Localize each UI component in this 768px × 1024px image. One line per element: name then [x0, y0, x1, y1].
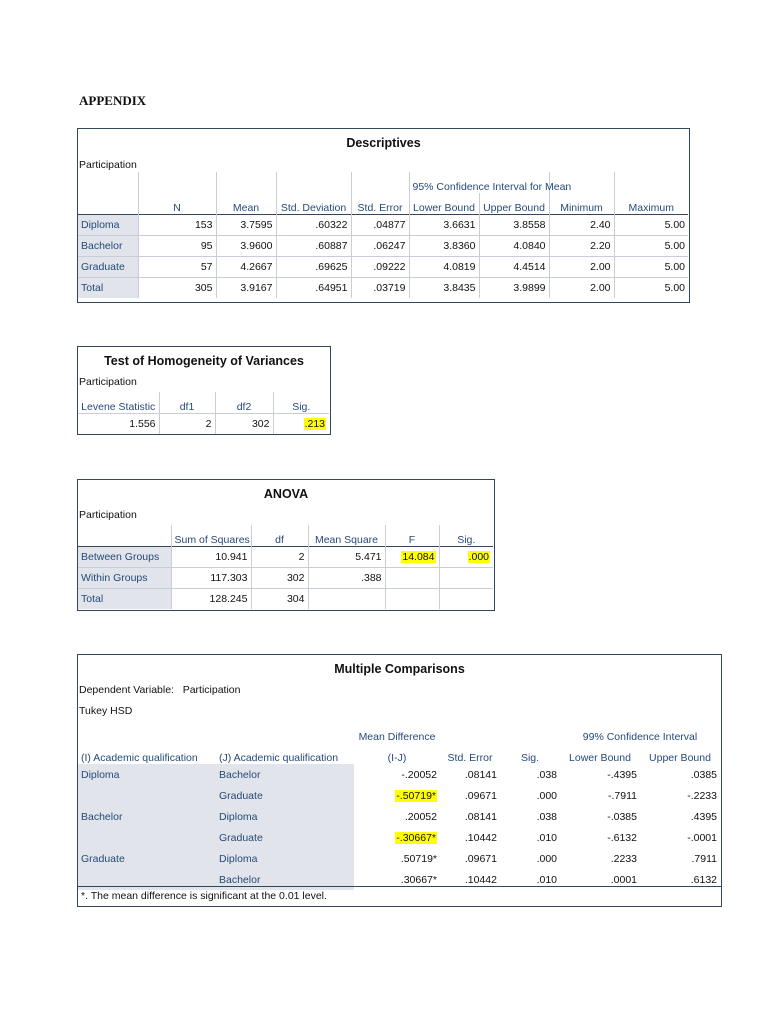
table-cell: 10.941	[171, 546, 251, 567]
multiple-comparisons-col-lower-bound: Lower Bound	[569, 752, 631, 764]
descriptives-col-std-deviation: Std. Deviation	[276, 193, 351, 214]
table-cell: 5.471	[308, 546, 385, 567]
table-cell: 5.00	[614, 235, 688, 256]
table-cell: 4.0819	[409, 256, 479, 277]
multiple-comparisons-col-std-error: Std. Error	[447, 752, 493, 764]
descriptives-col-upper-bound: Upper Bound	[479, 193, 549, 214]
comparison-i	[78, 827, 216, 848]
table-cell: -.4395	[607, 768, 637, 781]
table-cell	[385, 588, 439, 609]
comparison-j: Bachelor	[216, 764, 354, 785]
table-row	[78, 235, 688, 256]
table-cell: -.0001	[687, 831, 717, 844]
homogeneity-col-sig: Sig.	[273, 392, 329, 413]
homogeneity-col-df1: df1	[159, 392, 215, 413]
table-cell: .08141	[464, 810, 497, 823]
table-cell: .2233	[610, 852, 637, 865]
table-cell: .06247	[351, 235, 409, 256]
table-cell: .60887	[276, 235, 351, 256]
table-cell: .04877	[351, 214, 409, 235]
multiple-comparisons-table	[77, 654, 722, 907]
multiple-comparisons-col-diff: (I-J)	[387, 752, 407, 764]
comparison-j: Diploma	[216, 806, 354, 827]
table-cell: .6132	[690, 873, 717, 886]
table-cell: .09671	[464, 852, 497, 865]
appendix-heading: APPENDIX	[79, 93, 147, 108]
table-cell: -.7911	[608, 789, 637, 802]
table-cell: 304	[251, 588, 308, 609]
anova-row-label: Total	[78, 588, 171, 609]
table-cell: .7911	[691, 852, 717, 865]
comparison-j: Diploma	[216, 848, 354, 869]
highlighted-value: .000	[468, 550, 489, 563]
table-cell: .08141	[464, 768, 497, 781]
table-row	[78, 214, 688, 235]
anova-col-sig: Sig.	[439, 525, 493, 546]
table-row	[78, 413, 329, 434]
descriptives-col-maximum: Maximum	[614, 193, 688, 214]
table-cell	[308, 588, 385, 609]
table-cell: 128.245	[171, 588, 251, 609]
table-row	[78, 546, 493, 567]
table-cell: 5.00	[614, 277, 688, 298]
table-cell: 3.6631	[409, 214, 479, 235]
multiple-comparisons-col-sig: Sig.	[520, 752, 540, 764]
descriptives-col-n: N	[138, 193, 216, 214]
anova-col-mean-square: Mean Square	[308, 525, 385, 546]
table-cell: .30667*	[400, 873, 437, 886]
descriptives-col-lower-bound: Lower Bound	[409, 193, 479, 214]
table-cell: 2	[251, 546, 308, 567]
table-row	[78, 764, 720, 785]
multiple-comparisons-title: Multiple Comparisons	[334, 662, 465, 676]
table-cell: 5.00	[614, 256, 688, 277]
table-cell: 305	[138, 277, 216, 298]
table-cell	[439, 567, 493, 588]
table-cell: 2.00	[549, 277, 614, 298]
table-cell: 302	[251, 567, 308, 588]
table-row	[78, 277, 688, 298]
descriptives-row-label: Total	[78, 277, 138, 298]
descriptives-table	[77, 128, 690, 303]
table-cell	[385, 567, 439, 588]
table-cell: .4395	[690, 810, 717, 823]
table-cell: 57	[138, 256, 216, 277]
descriptives-row-label: Bachelor	[78, 235, 138, 256]
table-row	[78, 567, 493, 588]
comparison-j: Bachelor	[216, 869, 354, 890]
table-cell: 1.556	[129, 417, 156, 430]
anova-col-f: F	[385, 525, 439, 546]
table-cell: .03719	[351, 277, 409, 298]
table-cell: .09671	[464, 789, 497, 802]
table-cell: .10442	[464, 873, 497, 886]
table-cell: .010	[536, 873, 557, 886]
table-cell: -.2233	[687, 789, 717, 802]
table-cell: 3.8558	[479, 214, 549, 235]
table-cell: .20052	[404, 810, 437, 823]
anova-col-df: df	[251, 525, 308, 546]
table-row	[78, 256, 688, 277]
highlighted-value: -.30667*	[396, 831, 436, 844]
table-cell: 117.303	[171, 567, 251, 588]
comparison-j: Graduate	[216, 827, 354, 848]
table-row	[78, 588, 493, 609]
comparison-i	[78, 785, 216, 806]
multiple-comparisons-ci-header: 99% Confidence Interval	[582, 731, 698, 743]
table-cell: 3.8360	[409, 235, 479, 256]
table-cell: 4.0840	[479, 235, 549, 256]
comparison-j: Graduate	[216, 785, 354, 806]
descriptives-row-label: Diploma	[78, 214, 138, 235]
homogeneity-col-levene: Levene Statistic	[78, 392, 159, 413]
anova-table	[77, 479, 495, 611]
table-cell: -.20052	[401, 768, 437, 781]
homogeneity-col-df2: df2	[215, 392, 273, 413]
descriptives-corner	[78, 172, 138, 193]
descriptives-row-label: Graduate	[78, 256, 138, 277]
table-cell: .64951	[276, 277, 351, 298]
table-cell: 302	[215, 413, 273, 434]
highlighted-value: -.50719*	[396, 789, 436, 802]
table-row	[78, 806, 720, 827]
anova-title: ANOVA	[263, 487, 309, 501]
table-cell: 95	[138, 235, 216, 256]
table-row	[78, 827, 720, 848]
anova-row-label: Within Groups	[78, 567, 171, 588]
descriptives-col-std-error: Std. Error	[351, 193, 409, 214]
table-cell: .50719*	[400, 852, 437, 865]
table-cell: .0001	[610, 873, 637, 886]
table-cell: .000	[536, 789, 557, 802]
anova-dependent: Participation	[79, 509, 137, 521]
anova-row-label: Between Groups	[78, 546, 171, 567]
table-cell: .69625	[276, 256, 351, 277]
homogeneity-dependent: Participation	[79, 376, 137, 388]
table-cell: 4.4514	[479, 256, 549, 277]
table-cell: 3.8435	[409, 277, 479, 298]
table-cell: 2.40	[549, 214, 614, 235]
table-cell: -.0385	[607, 810, 637, 823]
descriptives-col-mean: Mean	[216, 193, 276, 214]
table-cell: .0385	[690, 768, 717, 781]
anova-col-sum-of-squares: Sum of Squares	[171, 525, 251, 546]
highlighted-value: 14.084	[402, 550, 435, 563]
comparison-i: Diploma	[78, 764, 216, 785]
homogeneity-table	[77, 346, 331, 435]
table-cell: 153	[138, 214, 216, 235]
table-cell: 3.9899	[479, 277, 549, 298]
highlighted-value: .213	[304, 417, 325, 430]
multiple-comparisons-method: Tukey HSD	[79, 705, 133, 717]
homogeneity-title: Test of Homogeneity of Variances	[104, 354, 304, 368]
table-cell	[439, 588, 493, 609]
table-cell: .038	[536, 810, 557, 823]
table-cell: .388	[308, 567, 385, 588]
table-cell: 2.00	[549, 256, 614, 277]
table-cell: .010	[536, 831, 557, 844]
table-row	[78, 785, 720, 806]
multiple-comparisons-col-i: (I) Academic qualification	[81, 752, 198, 764]
table-row	[78, 848, 720, 869]
multiple-comparisons-footnote: *. The mean difference is significant at the 0.01 level.	[81, 890, 327, 902]
table-cell: .09222	[351, 256, 409, 277]
table-cell: 3.7595	[216, 214, 276, 235]
table-cell: .60322	[276, 214, 351, 235]
comparison-i: Graduate	[78, 848, 216, 869]
descriptives-title: Descriptives	[346, 136, 421, 150]
multiple-comparisons-dependent: Dependent Variable: Participation	[79, 684, 241, 696]
descriptives-col-minimum: Minimum	[549, 193, 614, 214]
table-cell: .10442	[464, 831, 497, 844]
table-cell: 3.9167	[216, 277, 276, 298]
table-cell: .038	[536, 768, 557, 781]
multiple-comparisons-col-upper-bound: Upper Bound	[649, 752, 711, 764]
multiple-comparisons-col-j: (J) Academic qualification	[219, 752, 339, 764]
table-cell: 3.9600	[216, 235, 276, 256]
table-cell: 2	[159, 413, 215, 434]
table-cell: .000	[536, 852, 557, 865]
table-cell: 2.20	[549, 235, 614, 256]
descriptives-ci-header: 95% Confidence Interval for Mean	[409, 172, 549, 193]
descriptives-dependent: Participation	[79, 159, 137, 171]
table-cell: -.6132	[607, 831, 637, 844]
table-cell: 5.00	[614, 214, 688, 235]
table-cell: 4.2667	[216, 256, 276, 277]
multiple-comparisons-mean-diff-header: Mean Difference	[358, 731, 436, 743]
comparison-i: Bachelor	[78, 806, 216, 827]
